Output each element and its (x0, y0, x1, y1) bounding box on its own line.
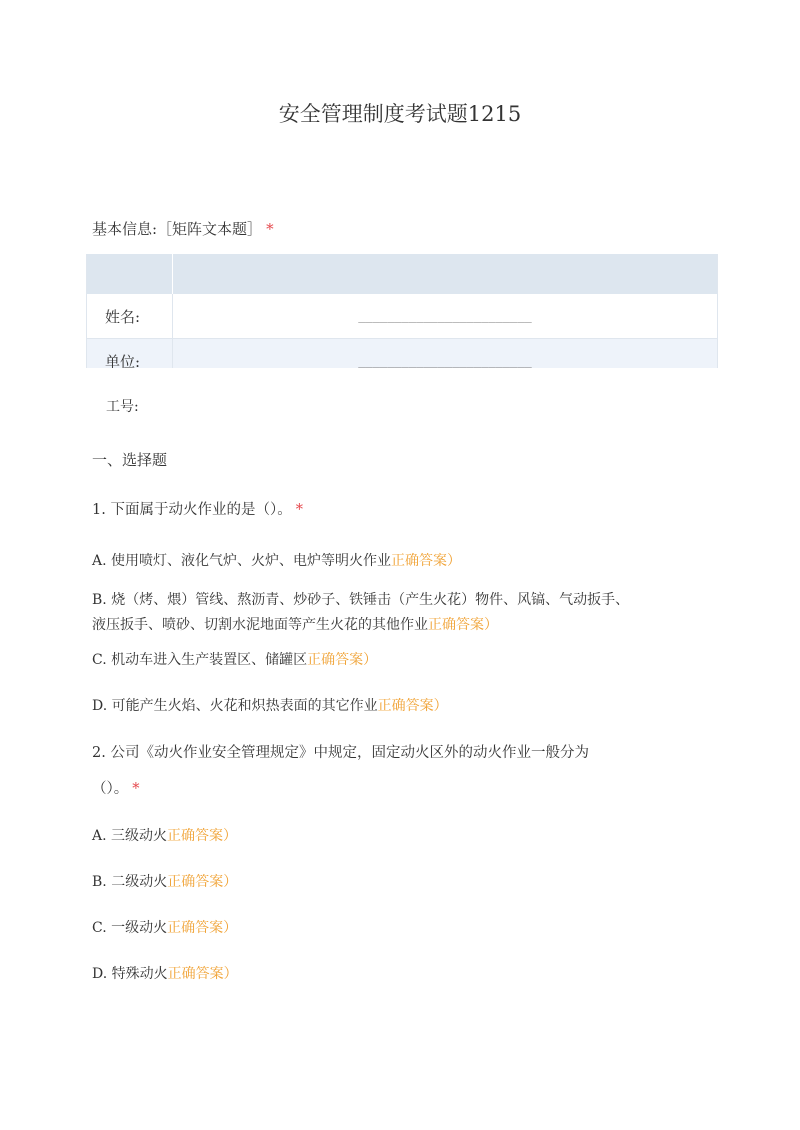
option-text: C. 一级动火 (92, 920, 168, 936)
required-mark: * (132, 781, 140, 797)
q2-option-b[interactable] (92, 870, 712, 895)
q2-option-a[interactable] (92, 824, 712, 849)
matrix-header-row (87, 254, 717, 294)
option-text: B. 二级动火 (92, 874, 168, 890)
option-text: A. 使用喷灯、液化气炉、火炉、电炉等明火作业 (92, 553, 392, 569)
correct-answer-tag: 正确答案） (391, 553, 462, 569)
unit-field[interactable] (173, 339, 717, 368)
option-text: D. 可能产生火焰、火花和炽热表面的其它作业 (92, 698, 378, 714)
correct-answer-tag: 正确答案） (428, 617, 498, 633)
q1-option-a[interactable] (92, 549, 712, 574)
correct-answer-tag: 正确答案） (167, 828, 238, 844)
option-text: D. 特殊动火 (92, 966, 168, 982)
correct-answer-tag: 正确答案） (167, 966, 238, 982)
employee-id-label: 工号: (106, 399, 139, 415)
matrix-header-cell-label (87, 254, 173, 294)
correct-answer-tag: 正确答案） (167, 874, 238, 890)
question-2-text-line1: 2. 公司《动火作业安全管理规定》中规定，固定动火区外的动火作业一般分为 (92, 745, 589, 761)
question-2-text-line2: （）。 (92, 781, 129, 797)
q2-option-d[interactable] (92, 962, 712, 987)
matrix-header-cell-input (173, 254, 717, 294)
option-text-line2: 液压扳手、喷砂、切割水泥地面等产生火花的其他作业 (92, 617, 428, 633)
name-field[interactable] (173, 294, 717, 338)
question-1-text: 1. 下面属于动火作业的是（）。 (92, 502, 292, 518)
basic-info-label (92, 218, 274, 239)
matrix-row-label: 单位: (87, 339, 173, 368)
question-1 (92, 497, 712, 523)
correct-answer-tag: 正确答案） (167, 920, 238, 936)
correct-answer-tag: 正确答案） (307, 652, 378, 668)
question-2-text-line2-wrap (92, 776, 712, 802)
question-2 (92, 740, 712, 802)
correct-answer-tag: 正确答案） (377, 698, 448, 714)
matrix-table (86, 254, 718, 368)
required-mark: * (266, 220, 274, 238)
q1-option-b[interactable] (92, 588, 712, 638)
name-field-placeholder: ________________________ (358, 309, 532, 323)
q1-option-c[interactable] (92, 648, 712, 673)
basic-info-label-text: 基本信息:［矩阵文本题］ (92, 220, 263, 238)
matrix-row-unit (87, 339, 717, 368)
option-text-line1: B. 烧（烤、煨）管线、熬沥青、炒砂子、铁锤击（产生火花）物件、风镐、气动扳手、 (92, 592, 630, 608)
option-text: A. 三级动火 (92, 828, 168, 844)
q1-option-d[interactable] (92, 694, 712, 719)
matrix-row-name (87, 294, 717, 339)
q2-option-c[interactable] (92, 916, 712, 941)
required-mark: * (295, 502, 303, 518)
section-heading: 一、选择题 (92, 451, 168, 469)
page-title: 安全管理制度考试题1215 (278, 102, 522, 126)
unit-field-placeholder: ________________________ (358, 354, 532, 368)
option-text: C. 机动车进入生产装置区、储罐区 (92, 652, 308, 668)
option-text-line2-wrap (92, 613, 712, 638)
matrix-row-label: 姓名: (87, 294, 173, 338)
